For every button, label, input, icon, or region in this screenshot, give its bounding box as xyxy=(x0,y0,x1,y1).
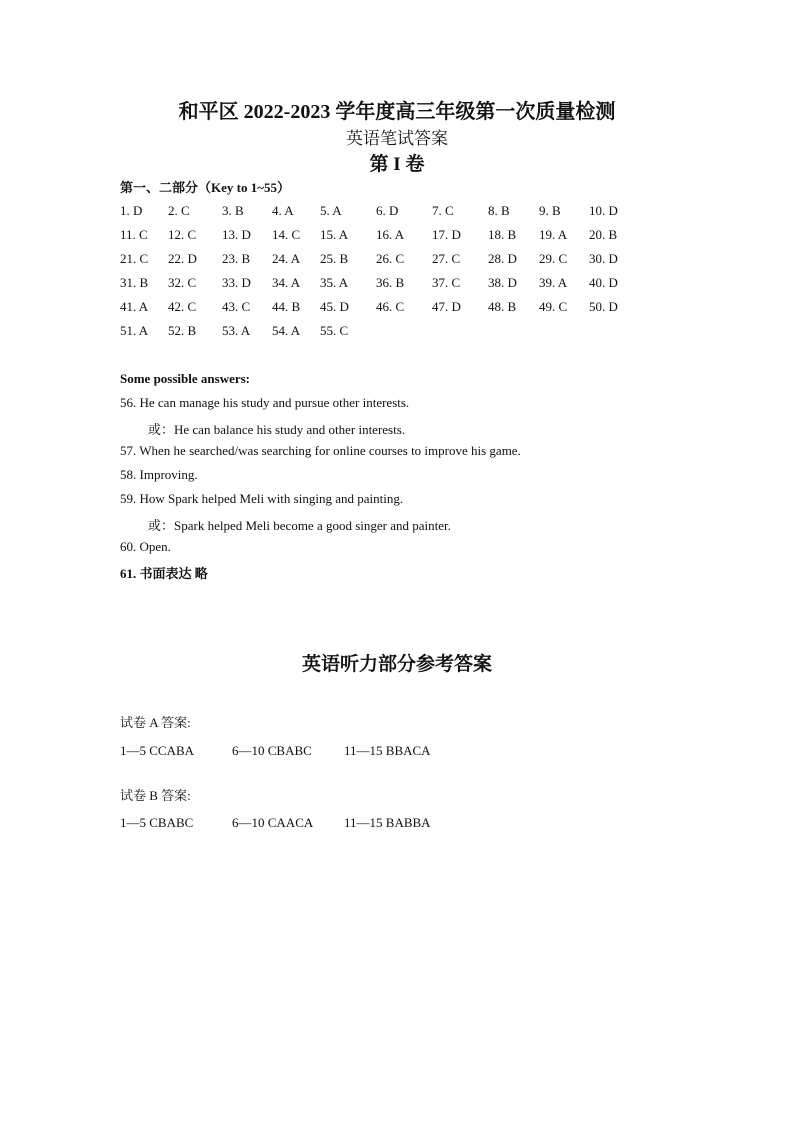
answer-item: 25. B xyxy=(320,251,349,266)
answer-item: 1. D xyxy=(120,203,143,218)
paper-a-group-2: 6—10 CBABC xyxy=(232,743,312,758)
answer-item: 2. C xyxy=(168,203,190,218)
answer-59-alt: 或：Spark helped Meli become a good singer and painter. xyxy=(148,518,451,533)
possible-answers-heading: Some possible answers: xyxy=(120,371,251,386)
answer-item: 18. B xyxy=(488,227,517,242)
document-title: 和平区 2022-2023 学年度高三年级第一次质量检测 xyxy=(178,101,616,123)
answer-item: 16. A xyxy=(376,227,405,242)
answer-item: 17. D xyxy=(432,227,461,242)
answer-item: 50. D xyxy=(589,299,618,314)
answer-item: 31. B xyxy=(120,275,149,290)
answer-item: 24. A xyxy=(272,251,301,266)
answer-item: 51. A xyxy=(120,323,149,338)
answer-61: 61. 书面表达 略 xyxy=(120,566,208,581)
answer-57: 57. When he searched/was searching for online courses to improve his game. xyxy=(120,443,521,458)
answer-item: 21. C xyxy=(120,251,149,266)
answer-item: 32. C xyxy=(168,275,197,290)
answer-item: 23. B xyxy=(222,251,251,266)
paper-a-group-1: 1—5 CCABA xyxy=(120,743,195,758)
listening-title: 英语听力部分参考答案 xyxy=(301,654,492,675)
answer-item: 44. B xyxy=(272,299,301,314)
answer-item: 45. D xyxy=(320,299,349,314)
paper-b-label: 试卷 B 答案: xyxy=(120,788,191,803)
answer-item: 5. A xyxy=(320,203,342,218)
answer-item: 27. C xyxy=(432,251,461,266)
paper-b-group-3: 11—15 BABBA xyxy=(344,815,431,830)
answer-item: 8. B xyxy=(488,203,510,218)
answer-item: 49. C xyxy=(539,299,568,314)
answer-item: 26. C xyxy=(376,251,405,266)
answer-56: 56. He can manage his study and pursue other interests. xyxy=(120,395,410,410)
answer-item: 20. B xyxy=(589,227,618,242)
answer-item: 34. A xyxy=(272,275,301,290)
answer-item: 30. D xyxy=(589,251,618,266)
paper-a-label: 试卷 A 答案: xyxy=(120,715,191,730)
answer-59: 59. How Spark helped Meli with singing and painting. xyxy=(120,491,404,506)
answer-item: 6. D xyxy=(376,203,399,218)
answer-item: 43. C xyxy=(222,299,251,314)
answer-item: 10. D xyxy=(589,203,618,218)
volume-heading: 第 I 卷 xyxy=(369,154,425,175)
answer-item: 36. B xyxy=(376,275,405,290)
answer-item: 19. A xyxy=(539,227,568,242)
answer-item: 38. D xyxy=(488,275,517,290)
answer-item: 37. C xyxy=(432,275,461,290)
answer-60: 60. Open. xyxy=(120,539,171,554)
answer-item: 14. C xyxy=(272,227,301,242)
answer-item: 42. C xyxy=(168,299,197,314)
answer-item: 22. D xyxy=(168,251,197,266)
answer-item: 52. B xyxy=(168,323,197,338)
answer-item: 3. B xyxy=(222,203,244,218)
answer-item: 40. D xyxy=(589,275,618,290)
answer-item: 53. A xyxy=(222,323,251,338)
answer-item: 48. B xyxy=(488,299,517,314)
answer-item: 12. C xyxy=(168,227,197,242)
answer-item: 11. C xyxy=(120,227,148,242)
answer-item: 35. A xyxy=(320,275,349,290)
answer-item: 28. D xyxy=(488,251,517,266)
answer-item: 15. A xyxy=(320,227,349,242)
answer-item: 33. D xyxy=(222,275,251,290)
answer-item: 47. D xyxy=(432,299,461,314)
answer-item: 13. D xyxy=(222,227,251,242)
answer-item: 54. A xyxy=(272,323,301,338)
paper-b-group-1: 1—5 CBABC xyxy=(120,815,194,830)
answer-item: 46. C xyxy=(376,299,405,314)
part1-label: 第一、二部分（Key to 1~55） xyxy=(120,180,290,195)
answer-item: 41. A xyxy=(120,299,149,314)
answer-56-alt: 或：He can balance his study and other interests. xyxy=(148,422,406,437)
paper-b-group-2: 6—10 CAACA xyxy=(232,815,314,830)
paper-a-group-3: 11—15 BBACA xyxy=(344,743,431,758)
answer-item: 39. A xyxy=(539,275,568,290)
answer-58: 58. Improving. xyxy=(120,467,198,482)
answer-item: 29. C xyxy=(539,251,568,266)
answer-item: 7. C xyxy=(432,203,454,218)
answer-item: 4. A xyxy=(272,203,294,218)
answer-item: 9. B xyxy=(539,203,561,218)
answer-item: 55. C xyxy=(320,323,349,338)
document-subtitle: 英语笔试答案 xyxy=(346,129,448,148)
